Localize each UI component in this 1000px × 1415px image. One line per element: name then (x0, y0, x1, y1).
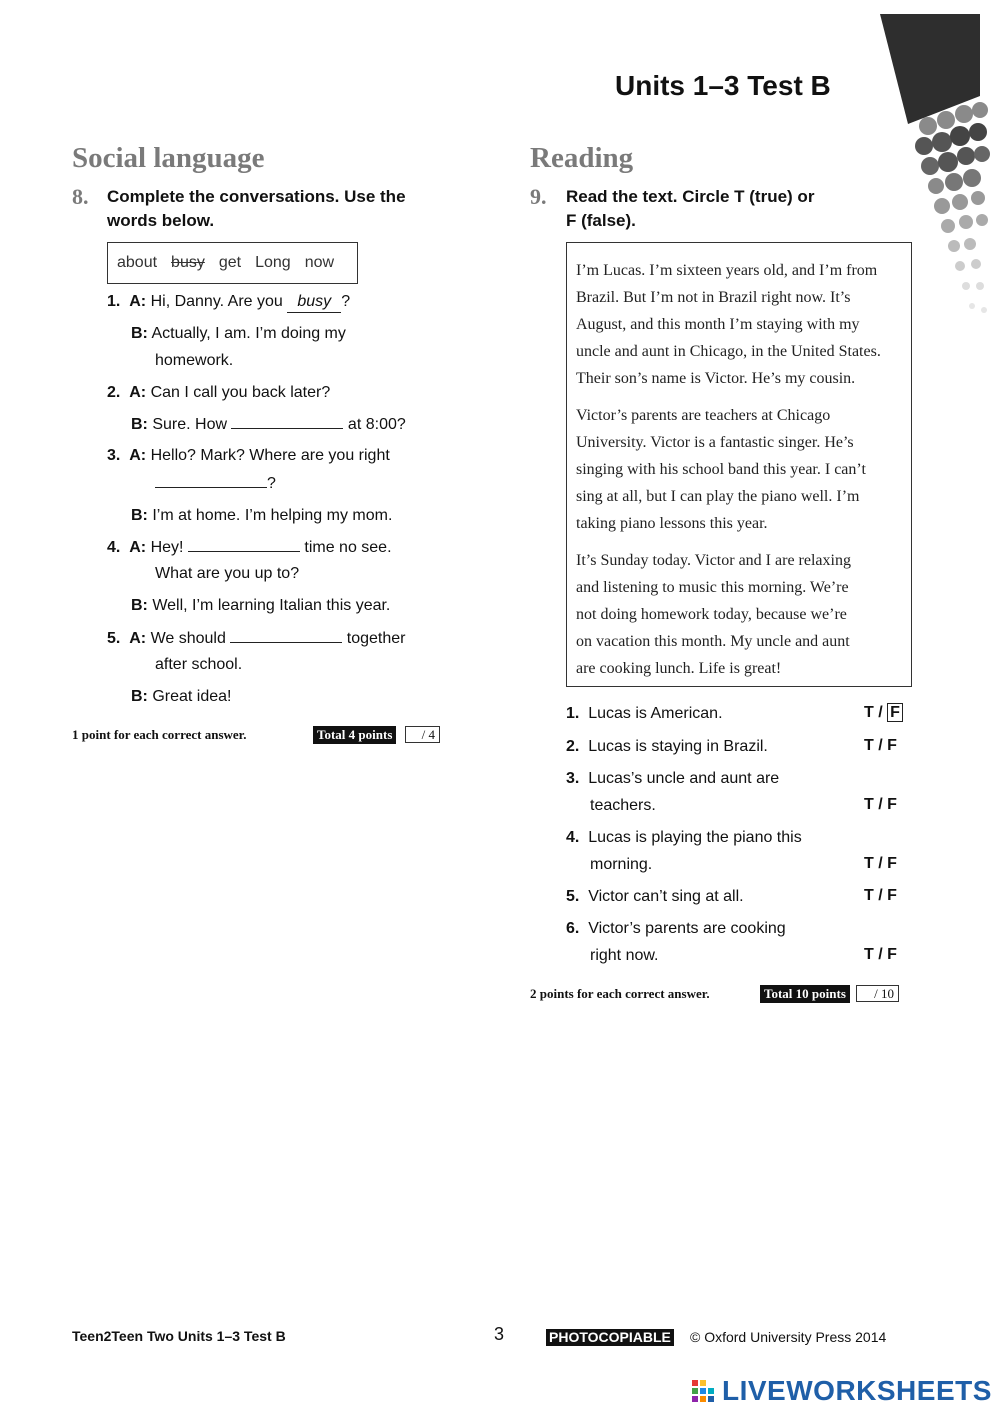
item-number: 1. (107, 293, 121, 310)
question-9-instruction-line1: Read the text. Circle T (true) or (566, 187, 815, 206)
question-number-8: 8. (72, 184, 89, 209)
conversation-1-line-a: 1. A: Hi, Danny. Are you busy ? (107, 292, 350, 313)
answer-example: busy (287, 292, 341, 313)
reading-paragraph-1: I’m Lucas. I’m sixteen years old, and I’m from Brazil. But I’m not in Brazil right now. It’s August, and this month I’m staying with my uncle and aunt in Chicago, in the United States. Their son’s name is Victor. He’s my cousin. (576, 262, 881, 387)
word-bank-item-used: busy (171, 254, 205, 271)
true-false-choice-4[interactable]: T / F (864, 855, 897, 872)
word-bank (107, 242, 358, 284)
word-bank-item: Long (255, 254, 291, 271)
conversation-5-line-a-cont: after school. (155, 656, 243, 673)
speaker-a: A: (129, 293, 147, 310)
answer-blank-2[interactable] (155, 473, 267, 488)
question-number-9: 9. (530, 184, 547, 209)
footer-book-title: Teen2Teen Two Units 1–3 Test B (72, 1328, 286, 1344)
liveworksheets-watermark (690, 1375, 992, 1407)
photocopiable-badge: PHOTOCOPIABLE (546, 1329, 674, 1346)
section-title-reading: Reading (530, 142, 634, 174)
conversation-4-line-a-cont: What are you up to? (155, 565, 300, 582)
conversation-3-line-a: 3. A: Hello? Mark? Where are you right (107, 447, 390, 464)
true-false-choice-2[interactable]: T / F (864, 737, 897, 754)
statement-6-cont: right now. (590, 947, 659, 964)
selected-answer: F (887, 703, 903, 722)
points-note-social: 1 point for each correct answer. (72, 727, 247, 742)
reading-text (566, 242, 912, 687)
reading-paragraph-3: It’s Sunday today. Victor and I are relaxing and listening to music this morning. We’re not doing homework today, because we’re on vacation this month. My uncle and aunt are cooking lunch. Life is great! (576, 552, 851, 677)
statement-2: 2. Lucas is staying in Brazil. (566, 738, 768, 755)
reading-paragraph-2: Victor’s parents are teachers at Chicago University. Victor is a fantastic singer. He’s singing with his school band this year. I can’t sing at all, but I can play the piano well. I’m taking piano lessons this year. (576, 407, 866, 532)
true-false-choice-1[interactable]: T / F (864, 704, 903, 722)
statement-3: 3. Lucas’s uncle and aunt are (566, 770, 780, 787)
statement-4-cont: morning. (590, 856, 653, 873)
conversation-4-line-b: B: Well, I’m learning Italian this year. (131, 597, 391, 614)
conversation-5-line-b: B: Great idea! (131, 688, 232, 705)
answer-blank-1[interactable] (231, 414, 343, 429)
score-box-reading[interactable]: / 10 (856, 985, 899, 1002)
page-title: Units 1–3 Test B (615, 70, 831, 101)
conversation-2-line-b: B: Sure. How at 8:00? (131, 416, 406, 433)
word-bank-item: about (117, 254, 158, 271)
liveworksheets-logo-icon (690, 1376, 720, 1406)
conversation-1-line-b: B: Actually, I am. I’m doing my (131, 325, 346, 342)
answer-blank-3[interactable] (188, 537, 300, 552)
conversation-2-line-a: 2. A: Can I call you back later? (107, 384, 331, 401)
word-bank-item: get (218, 254, 242, 271)
points-note-reading: 2 points for each correct answer. (530, 986, 710, 1001)
true-false-choice-6[interactable]: T / F (864, 946, 897, 963)
total-badge-reading: Total 10 points (760, 985, 850, 1003)
true-false-choice-3[interactable]: T / F (864, 796, 897, 813)
total-badge-social: Total 4 points (313, 726, 396, 744)
page-number: 3 (494, 1324, 505, 1344)
question-9-instruction-line2: F (false). (566, 211, 636, 230)
question-8-instruction-line1: Complete the conversations. Use the (107, 187, 406, 206)
conversation-3-line-a-cont: ? (155, 473, 276, 494)
statement-3-cont: teachers. (590, 797, 656, 814)
statement-1: 1. Lucas is American. (566, 705, 723, 722)
section-title-social-language: Social language (72, 142, 265, 174)
word-bank-item: now (304, 254, 335, 271)
question-8-instruction-line2: words below. (107, 211, 215, 230)
speaker-b: B: (131, 325, 148, 342)
score-box-social[interactable]: / 4 (405, 726, 440, 743)
liveworksheets-text: LIVEWORKSHEETS (722, 1375, 992, 1406)
conversation-5-line-a: 5. A: We should together (107, 630, 406, 647)
statement-4: 4. Lucas is playing the piano this (566, 829, 802, 846)
copyright: © Oxford University Press 2014 (690, 1329, 887, 1345)
answer-blank-4[interactable] (230, 628, 342, 643)
true-false-choice-5[interactable]: T / F (864, 887, 897, 904)
conversation-3-line-b: B: I’m at home. I’m helping my mom. (131, 507, 393, 524)
conversation-1-line-b-cont: homework. (155, 352, 234, 369)
statement-5: 5. Victor can’t sing at all. (566, 888, 744, 905)
statement-6: 6. Victor’s parents are cooking (566, 920, 786, 937)
conversation-4-line-a: 4. A: Hey! time no see. (107, 539, 392, 556)
